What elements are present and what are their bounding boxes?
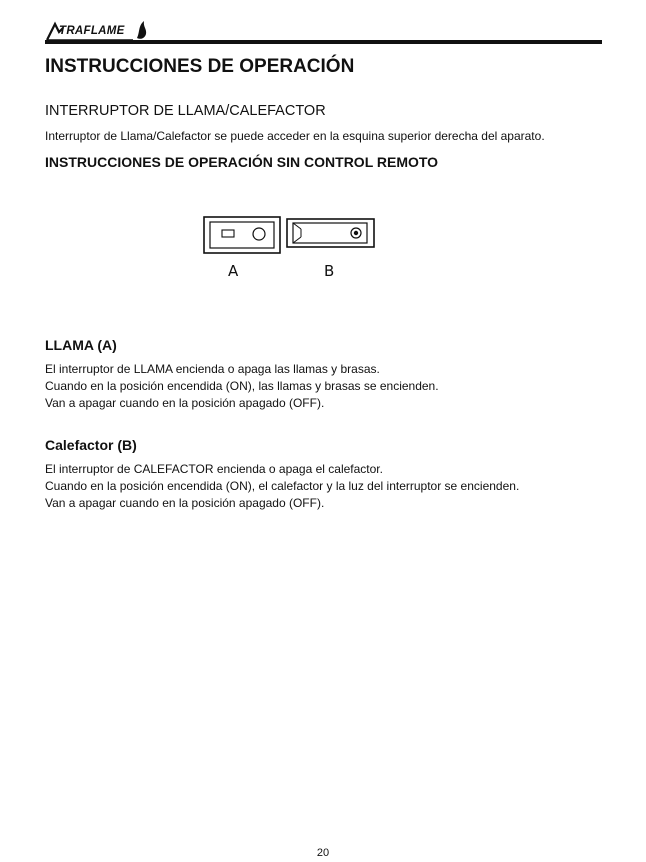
llama-description xyxy=(45,361,439,412)
brand-name: TRAFLAME xyxy=(59,25,125,37)
diagram-label-b: B xyxy=(324,262,335,280)
page-number: 20 xyxy=(316,847,330,859)
calefactor-line: El interruptor de CALEFACTOR encienda o apaga el calefactor. xyxy=(45,462,383,476)
calefactor-line: Cuando en la posición encendida (ON), el calefactor y la luz del interruptor se encienden. xyxy=(45,479,520,493)
switch-heading: INTERRUPTOR DE LLAMA/CALEFACTOR xyxy=(45,103,326,119)
diagram-label-a: A xyxy=(228,262,239,280)
calefactor-line: Van a apagar cuando en la posición apagado (OFF). xyxy=(45,496,325,510)
calefactor-description xyxy=(45,461,519,512)
flame-switch-icon xyxy=(204,217,280,253)
calefactor-title: Calefactor (B) xyxy=(45,437,137,453)
heater-switch-icon xyxy=(287,219,374,247)
header-rule xyxy=(45,40,602,44)
llama-line: El interruptor de LLAMA encienda o apaga las llamas y brasas. xyxy=(45,362,380,376)
switch-diagram xyxy=(200,212,380,284)
llama-title: LLAMA (A) xyxy=(45,337,117,353)
switch-description: Interruptor de Llama/Calefactor se puede acceder en la esquina superior derecha del aparato. xyxy=(45,129,545,143)
no-remote-heading: INSTRUCCIONES DE OPERACIÓN SIN CONTROL REMOTO xyxy=(45,154,439,170)
llama-line: Van a apagar cuando en la posición apagado (OFF). xyxy=(45,396,325,410)
brand-logo xyxy=(45,18,175,42)
page-title: INSTRUCCIONES DE OPERACIÓN xyxy=(45,56,355,77)
llama-line: Cuando en la posición encendida (ON), las llamas y brasas se encienden. xyxy=(45,379,439,393)
